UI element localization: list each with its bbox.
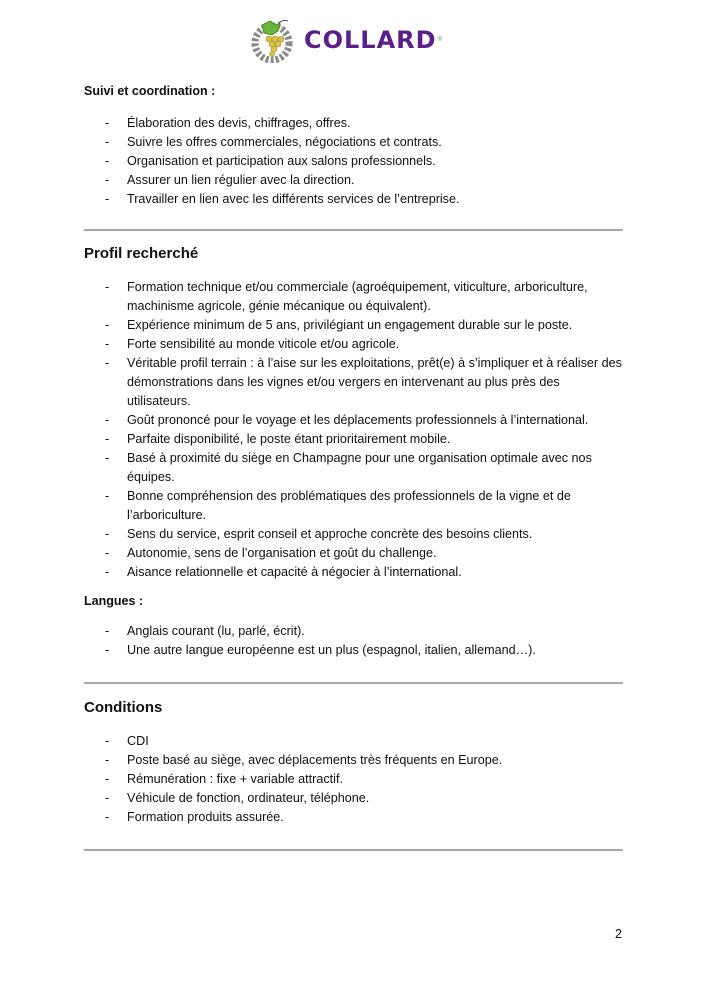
section-divider	[84, 229, 623, 231]
list-item: - Forte sensibilité au monde viticole et/ou agricole.	[105, 337, 400, 351]
registered-mark: ®	[437, 37, 442, 43]
list-item: - Goût prononcé pour le voyage et les déplacements professionnels à l’international.	[105, 413, 589, 427]
list-item: - Organisation et participation aux salons professionnels.	[105, 154, 436, 168]
section-divider	[84, 849, 623, 851]
list-item: - Une autre langue européenne est un plus (espagnol, italien, allemand…).	[105, 643, 536, 657]
list-item: - Élaboration des devis, chiffrages, offres.	[105, 116, 351, 130]
list-item: - Assurer un lien régulier avec la direction.	[105, 173, 355, 187]
list-item: - Véhicule de fonction, ordinateur, téléphone.	[105, 791, 370, 805]
suivi-list	[84, 114, 624, 209]
langues-list	[84, 622, 624, 660]
collard-logo	[248, 17, 463, 63]
conditions-list	[84, 732, 624, 827]
list-item: - Anglais courant (lu, parlé, écrit).	[105, 624, 305, 638]
suivi-heading: Suivi et coordination :	[84, 84, 216, 98]
list-item: - CDI	[105, 734, 149, 748]
list-item: - Autonomie, sens de l’organisation et goût du challenge.	[105, 546, 437, 560]
conditions-heading: Conditions	[84, 699, 163, 716]
langues-heading: Langues :	[84, 594, 144, 608]
list-item: - Basé à proximité du siège en Champagne pour une organisation optimale avec nos équipes.	[105, 451, 592, 484]
list-item: - Véritable profil terrain : à l’aise sur les exploitations, prêt(e) à s’impliquer et à réaliser des démonstrations dans les vignes et/ou vergers en intervenant au plus près des utilisateurs.	[105, 356, 622, 408]
list-item: - Formation produits assurée.	[105, 810, 284, 824]
page-number: 2	[615, 927, 622, 941]
list-item: - Suivre les offres commerciales, négociations et contrats.	[105, 135, 442, 149]
list-item: - Poste basé au siège, avec déplacements très fréquents en Europe.	[105, 753, 503, 767]
list-item: - Travailler en lien avec les différents services de l’entreprise.	[105, 192, 460, 206]
list-item: - Sens du service, esprit conseil et approche concrète des besoins clients.	[105, 527, 533, 541]
brand-name: COLLARD	[304, 26, 437, 54]
list-item: - Expérience minimum de 5 ans, privilégiant un engagement durable sur le poste.	[105, 318, 573, 332]
list-item: - Formation technique et/ou commerciale (agroéquipement, viticulture, arboriculture, machinisme agricole, génie mécanique ou équivalent).	[105, 280, 588, 313]
section-divider	[84, 682, 623, 684]
profil-list	[84, 278, 624, 582]
gear-grape-leaf-icon	[248, 17, 296, 63]
document-body	[84, 84, 624, 851]
list-item: - Rémunération : fixe + variable attractif.	[105, 772, 343, 786]
list-item: - Bonne compréhension des problématiques des professionnels de la vigne et de l’arboriculture.	[105, 489, 571, 522]
list-item: - Aisance relationnelle et capacité à négocier à l’international.	[105, 565, 462, 579]
list-item: - Parfaite disponibilité, le poste étant prioritairement mobile.	[105, 432, 451, 446]
profil-heading: Profil recherché	[84, 245, 199, 262]
